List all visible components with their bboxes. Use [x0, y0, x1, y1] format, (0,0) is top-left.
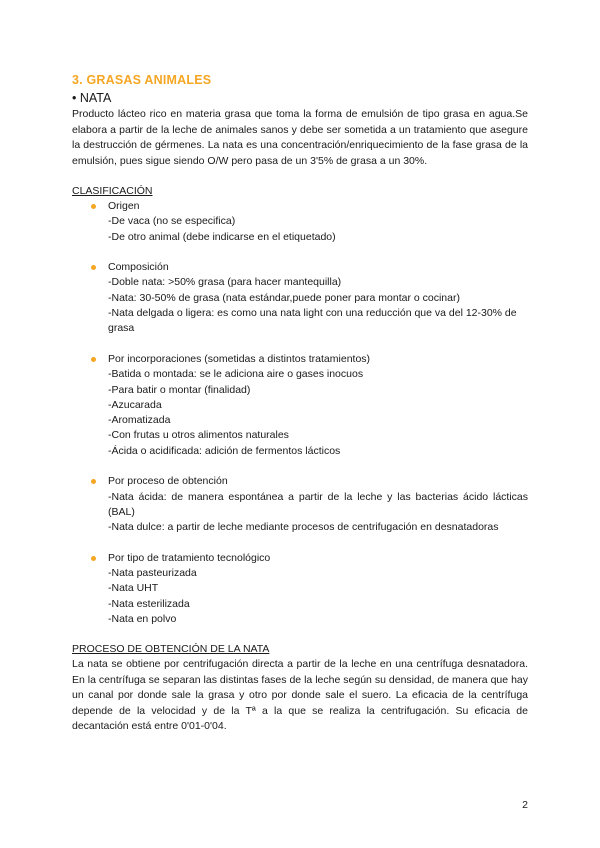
classification-subitem: -Con frutas u otros alimentos naturales: [108, 429, 289, 442]
classification-subitem: -Nata: 30-50% de grasa (nata estándar,puede poner para montar o cocinar): [108, 291, 460, 304]
classification-item-proceso: [90, 474, 528, 535]
classification-subitem: -De otro animal (debe indicarse en el etiquetado): [108, 230, 336, 243]
spacer: [90, 459, 528, 474]
classification-subitem: -Nata en polvo: [108, 613, 177, 626]
document-page: [72, 72, 528, 735]
classification-subitem: -Nata pasteurizada: [108, 567, 197, 580]
classification-label: Origen: [108, 200, 140, 212]
bullet-icon: [91, 204, 96, 209]
process-paragraph: La nata se obtiene por centrifugación directa a partir de la leche en una centrífuga desnatadora. En la centrífuga se separan las distintas fases de la leche según su densidad, de manera que hay un canal por donde sale la grasa y otro por donde sale el suero. La eficacia de la centrífuga depende de la velocidad y de la Tª a la que se realiza la centrifugación. Su eficacia de decantación está entre 0'01-0'04.: [72, 658, 528, 733]
subtitle-nata: • NATA: [72, 91, 112, 105]
classification-subitem: -Ácida o acidificada: adición de fermentos lácticos: [108, 444, 341, 457]
classification-heading: CLASIFICACIÓN: [72, 185, 153, 197]
section-title: 3. GRASAS ANIMALES: [72, 73, 212, 87]
classification-subitem: -Azucarada: [108, 398, 162, 411]
classification-subitem: -Para batir o montar (finalidad): [108, 383, 251, 396]
classification-subitem: -Doble nata: >50% grasa (para hacer mantequilla): [108, 276, 342, 289]
bullet-icon: [91, 265, 96, 270]
classification-subitem: -Aromatizada: [108, 414, 171, 427]
classification-subitem: -De vaca (no se especifica): [108, 215, 236, 228]
intro-paragraph: Producto lácteo rico en materia grasa que toma la forma de emulsión de tipo grasa en agua.Se elabora a partir de la leche de animales sanos y debe ser sometida a un tratamiento que asegure la destrucción de gérmenes. La nata es una concentración/enriquecimiento de la fase grasa de la emulsión, pues sigue siendo O/W pero pasa de un 3'5% de grasa a un 30%.: [72, 108, 528, 167]
classification-subitem: -Nata esterilizada: [108, 597, 190, 610]
classification-item-tratamiento: [90, 551, 528, 627]
classification-label: Por proceso de obtención: [108, 475, 228, 488]
classification-list: [72, 199, 528, 627]
classification-subitem: -Nata ácida: de manera espontánea a partir de la leche y las bacterias ácido lácticas (BAL): [108, 490, 528, 518]
classification-item-incorporaciones: [90, 352, 528, 459]
bullet-icon: [91, 357, 96, 362]
classification-label: Por tipo de tratamiento tecnológico: [108, 551, 271, 564]
classification-item-composicion: [90, 260, 528, 336]
classification-subitem: -Nata dulce: a partir de leche mediante procesos de centrifugación en desnatadoras: [108, 521, 499, 534]
page-number: 2: [522, 799, 528, 811]
classification-subitem: -Batida o montada: se le adiciona aire o gases inocuos: [108, 368, 364, 381]
bullet-icon: [91, 479, 96, 484]
spacer: [90, 245, 528, 260]
classification-label: Composición: [108, 261, 169, 274]
classification-label: Por incorporaciones (sometidas a distintos tratamientos): [108, 352, 371, 365]
process-heading: PROCESO DE OBTENCIÓN DE LA NATA: [72, 643, 270, 656]
spacer: [90, 337, 528, 352]
bullet-icon: [91, 556, 96, 561]
classification-item-origen: [90, 199, 528, 245]
classification-subitem: -Nata delgada o ligera: es como una nata light con una reducción que va del 12-30% de grasa: [108, 307, 517, 335]
spacer: [90, 536, 528, 551]
classification-subitem: -Nata UHT: [108, 582, 159, 595]
